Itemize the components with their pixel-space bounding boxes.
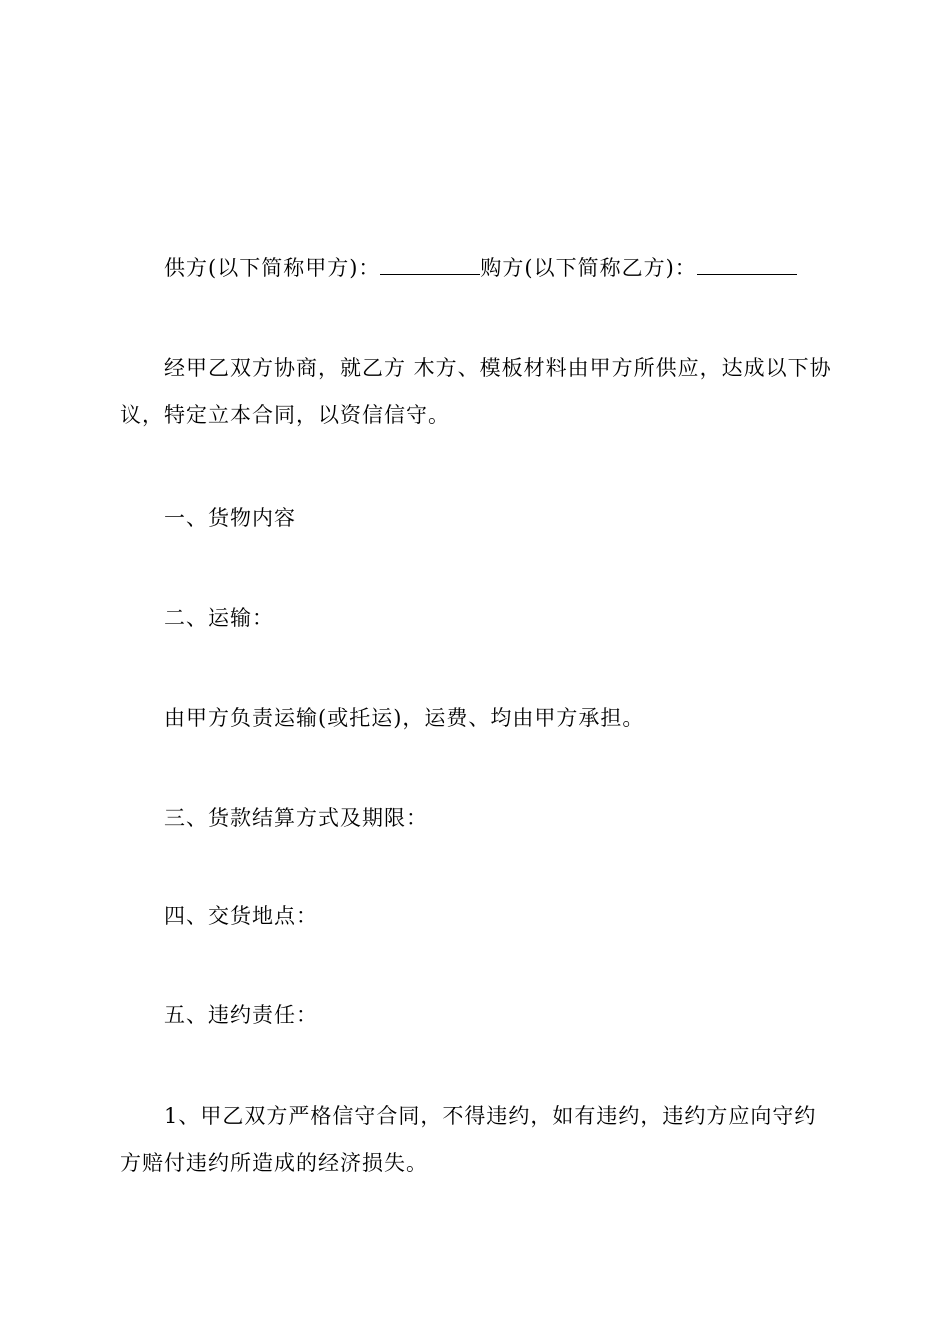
section-1-heading: 一、货物内容 bbox=[164, 506, 296, 530]
parties-line bbox=[120, 245, 832, 292]
section-2-heading: 二、运输： bbox=[164, 606, 274, 630]
intro-paragraph: 经甲乙双方协商，就乙方 木方、模板材料由甲方所供应，达成以下协议，特定立本合同，以资信信守。 bbox=[120, 356, 832, 427]
supplier-blank bbox=[380, 258, 480, 275]
buyer-blank bbox=[697, 258, 797, 275]
buyer-label: 购方(以下简称乙方)： bbox=[480, 256, 697, 280]
section-2-body: 由甲方负责运输(或托运)，运费、均由甲方承担。 bbox=[164, 706, 645, 730]
section-4-heading: 四、交货地点： bbox=[164, 904, 318, 928]
supplier-label: 供方(以下简称甲方)： bbox=[164, 256, 381, 280]
section-5-heading: 五、违约责任： bbox=[164, 1003, 318, 1027]
section-5-item-1: 1、甲乙双方严格信守合同，不得违约，如有违约，违约方应向守约方赔付违约所造成的经济损失。 bbox=[120, 1104, 817, 1175]
section-3-heading: 三、货款结算方式及期限： bbox=[164, 806, 428, 830]
